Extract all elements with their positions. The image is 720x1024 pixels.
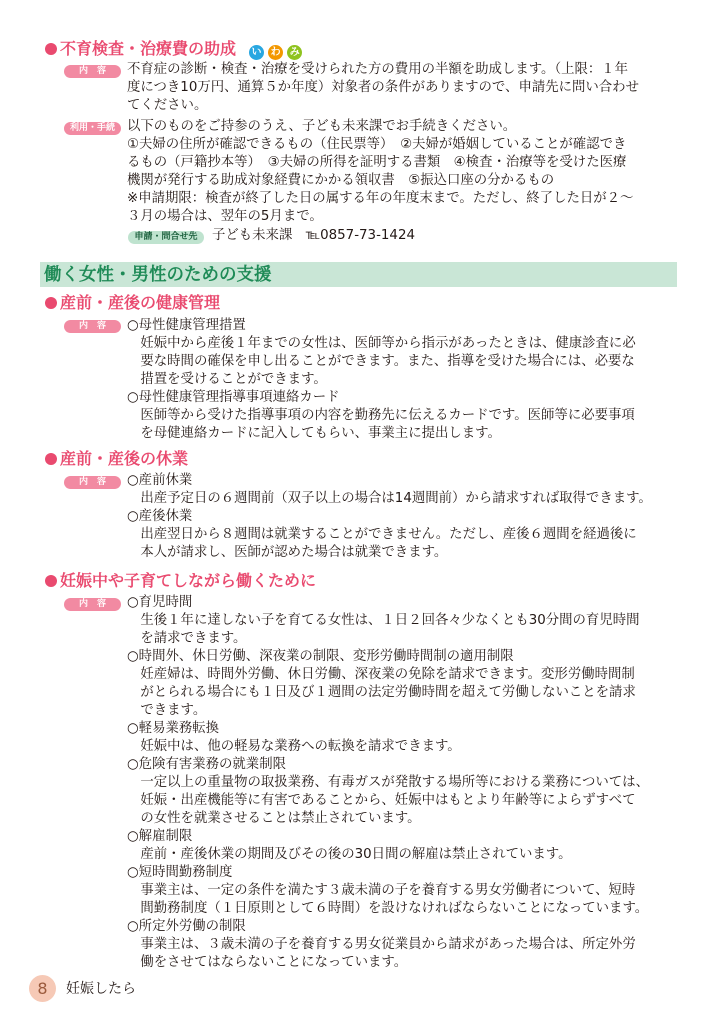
text-line: ○危険有害業務の就業制限	[127, 757, 286, 772]
text-line: 措置を受けることができます。	[127, 372, 327, 387]
text-line: 機関が発行する助成対象経費にかかる領収書 ⑤振込口座の分かるもの	[127, 173, 555, 188]
text-line: ○育児時間	[127, 595, 193, 610]
content-tag: 内 容	[64, 598, 121, 611]
text-line: 妊娠中から産後１年までの女性は、医師等から指示があったときは、健康診査に必	[127, 336, 636, 351]
section-heading-maternity-leave: 産前・産後の休業	[45, 450, 188, 468]
text-line: 事業主は、一定の条件を満たす３歳未満の子を養育する男女労働者について、短時	[127, 883, 636, 898]
text-line: 出産予定日の６週間前（双子以上の場合は14週間前）から請求すれば取得できます。	[127, 491, 652, 506]
badge-mi: み	[287, 45, 302, 60]
text-line: 妊娠中は、他の軽易な業務への転換を請求できます。	[127, 739, 461, 754]
text-line: 事業主は、３歳未満の子を養育する男女従業員から請求があった場合は、所定外労	[127, 937, 636, 952]
contact-tag: 申請・問合せ先	[128, 231, 204, 244]
text-line: ○短時間勤務制度	[127, 865, 233, 880]
area-badges	[249, 40, 301, 60]
text-line: がとられる場合にも１日及び１週間の法定労働時間を超えて労働しないことを請求	[127, 685, 636, 700]
text-line: 本人が請求し、医師が認めた場合は就業できます。	[127, 545, 448, 560]
text-line: 度につき10万円、通算５か年度）対象者の条件がありますので、申請先に問い合わせ	[127, 80, 639, 95]
page-number: 8	[37, 979, 48, 998]
text-line: るもの（戸籍抄本等） ③夫婦の所得を証明する書類 ④検査・治療等を受けた医療	[127, 155, 627, 170]
text-line: 生後１年に達しない子を育てる女性は、１日２回各々少なくとも30分間の育児時間	[127, 613, 640, 628]
text-line: ○産後休業	[127, 509, 193, 524]
text-line: 医師等から受けた指導事項の内容を勤務先に伝えるカードです。医師等に必要事項	[127, 408, 635, 423]
text-line: 働をさせてはならないことになっています。	[127, 955, 408, 970]
text-line: ※申請期限：検査が終了した日の属する年の年度末まで。ただし、終了した日が２～	[127, 191, 634, 206]
text-line: ○解雇制限	[127, 829, 193, 844]
content-tag: 内 容	[64, 65, 121, 78]
text-line: を請求できます。	[127, 631, 247, 646]
text-line: 妊産婦は、時間外労働、休日労働、深夜業の免除を請求できます。変形労働時間制	[127, 667, 635, 682]
bullet-dot-icon	[45, 575, 57, 587]
text-line: の女性を就業させることは禁止されています。	[127, 811, 421, 826]
section-heading-working-while-pregnant: 妊娠中や子育てしながら働くために	[45, 572, 316, 590]
text-line: できます。	[127, 703, 207, 718]
text-line: ○所定外労働の制限	[127, 919, 246, 934]
text-line: ○産前休業	[127, 473, 193, 488]
text-line: 不育症の診断・検査・治療を受けられた方の費用の半額を助成します。（上限：１年	[127, 62, 629, 77]
text-line: 一定以上の重量物の取扱業務、有毒ガスが発散する場所等における業務については、	[127, 775, 649, 790]
text-line: 要な時間の確保を申し出ることができます。また、指導を受けた場合には、必要な	[127, 354, 635, 369]
text-line: ①夫婦の住所が確認できるもの（住民票等） ②夫婦が婚姻していることが確認でき	[127, 137, 627, 152]
text-line: 産前・産後休業の期間及びその後の30日間の解雇は禁止されています。	[127, 847, 572, 862]
procedure-tag: 利用・手続	[64, 122, 121, 135]
text-line: ○時間外、休日労働、深夜業の制限、変形労働時間制の適用制限	[127, 649, 514, 664]
contact-info: 子ども未来課 ℡0857-73-1424	[212, 228, 415, 243]
text-line: 以下のものをご持参のうえ、子ども未来課でお手続きください。	[127, 119, 517, 134]
content-tag: 内 容	[64, 476, 121, 489]
text-line: ○母性健康管理指導事項連絡カード	[127, 390, 340, 405]
text-line: ○軽易業務転換	[127, 721, 220, 736]
badge-wa: わ	[268, 45, 283, 60]
banner-title: 働く女性・男性のための支援	[44, 265, 272, 285]
bullet-dot-icon	[45, 43, 57, 55]
page-section-label: 妊娠したら	[66, 981, 136, 997]
content-tag: 内 容	[64, 320, 121, 333]
text-line: 出産翌日から８週間は就業することができません。ただし、産後６週間を経過後に	[127, 527, 637, 542]
bullet-dot-icon	[45, 297, 57, 309]
text-line: てください。	[127, 98, 208, 113]
section-heading-infertility-subsidy: 不育検査・治療費の助成	[45, 40, 236, 58]
text-line: を母健連絡カードに記入してもらい、事業主に提出します。	[127, 426, 501, 441]
text-line: ○母性健康管理措置	[127, 318, 246, 333]
section-heading-health-management: 産前・産後の健康管理	[45, 294, 220, 312]
text-line: 間勤務制度（１日原則として６時間）を設けなければならないことになっています。	[127, 901, 649, 916]
badge-i: い	[249, 45, 264, 60]
text-line: 妊娠・出産機能等に有害であることから、妊娠中はもとより年齢等によらずすべて	[127, 793, 636, 808]
bullet-dot-icon	[45, 453, 57, 465]
text-line: ３月の場合は、翌年の5月まで。	[127, 209, 323, 224]
